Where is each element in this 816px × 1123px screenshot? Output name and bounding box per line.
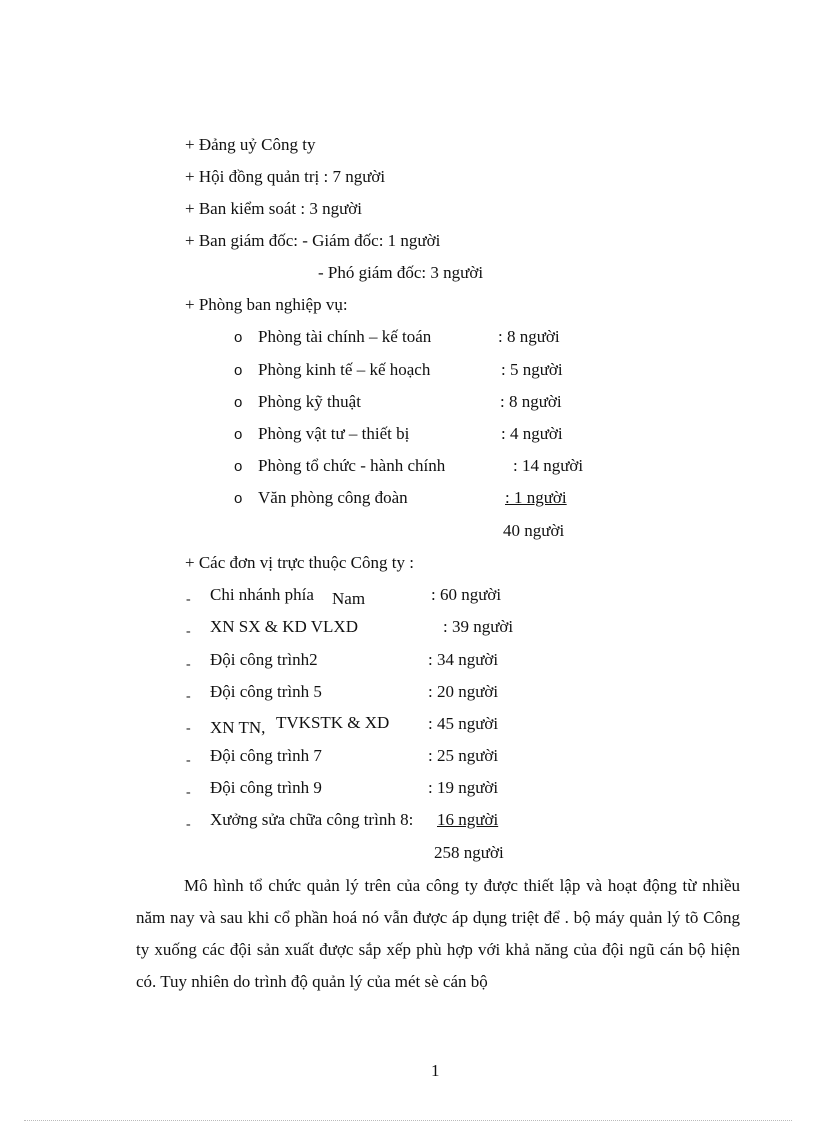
department-count: : 1 người xyxy=(505,488,567,507)
unit-name: XN TN, xyxy=(210,718,266,737)
heading-hoi-dong: + Hội đồng quản trị : 7 người xyxy=(185,167,386,186)
body-paragraph xyxy=(136,870,740,998)
department-name: Phòng kinh tế – kế hoạch xyxy=(258,360,431,379)
paragraph-text: Mô hình tổ chức quản lý trên của công ty được thiết lập và hoạt động từ nhiều năm nay và sau khi cổ phần hoá nó vẫn được áp dụng triệt để . bộ máy quản lý tõ Công ty xuống các đội sản xuất được sắp xếp phù hợp với khả năng của đội ngũ cán bộ hiện có. Tuy nhiên do trình độ quản lý của mét sè cán bộ xyxy=(136,876,740,991)
unit-name: Xưởng sửa chữa công trình 8: xyxy=(210,810,414,829)
department-name: Phòng vật tư – thiết bị xyxy=(258,424,410,443)
unit-name: Đội công trình 9 xyxy=(210,778,322,797)
unit-name: XN SX & KD VLXD xyxy=(210,617,358,636)
unit-name: Chi nhánh phía xyxy=(210,585,314,604)
unit-name: Đội công trình 5 xyxy=(210,682,322,701)
units-total: 258 người xyxy=(434,843,504,862)
unit-count: : 39 người xyxy=(443,617,514,636)
departments-total: 40 người xyxy=(503,521,565,540)
department-count: : 5 người xyxy=(501,360,563,379)
heading-dang-uy: + Đảng uỷ Công ty xyxy=(185,135,316,154)
department-count: : 14 người xyxy=(513,456,584,475)
dash-bullet-icon: - xyxy=(186,657,191,672)
heading-don-vi: + Các đơn vị trực thuộc Công ty : xyxy=(185,553,414,572)
unit-name: Đội công trình 7 xyxy=(210,746,322,765)
dash-bullet-icon: - xyxy=(186,592,191,607)
department-name: Văn phòng công đoàn xyxy=(258,488,408,507)
unit-name: Đội công trình2 xyxy=(210,650,318,669)
dash-bullet-icon: - xyxy=(186,689,191,704)
unit-count: 16 người xyxy=(437,810,499,829)
unit-count: : 20 người xyxy=(428,682,499,701)
heading-phong-ban: + Phòng ban nghiệp vụ: xyxy=(185,295,348,314)
unit-count: : 34 người xyxy=(428,650,499,669)
dash-bullet-icon: - xyxy=(186,785,191,800)
footer-divider xyxy=(24,1120,792,1121)
department-count: : 8 người xyxy=(500,392,562,411)
dash-bullet-icon: - xyxy=(186,721,191,736)
department-name: Phòng tài chính – kế toán xyxy=(258,327,432,346)
circle-bullet-icon: o xyxy=(234,362,243,379)
circle-bullet-icon: o xyxy=(234,458,243,475)
unit-name-sup: TVKSTK & XD xyxy=(276,713,390,732)
department-name: Phòng kỹ thuật xyxy=(258,392,361,411)
unit-count: : 45 người xyxy=(428,714,499,733)
page-number: 1 xyxy=(431,1061,440,1080)
unit-count: : 19 người xyxy=(428,778,499,797)
dash-bullet-icon: - xyxy=(186,753,191,768)
department-count: : 4 người xyxy=(501,424,563,443)
dash-bullet-icon: - xyxy=(186,624,191,639)
unit-name-sub: Nam xyxy=(332,589,366,608)
circle-bullet-icon: o xyxy=(234,490,243,507)
circle-bullet-icon: o xyxy=(234,426,243,443)
heading-ban-kiem-soat: + Ban kiểm soát : 3 người xyxy=(185,199,362,218)
department-name: Phòng tổ chức - hành chính xyxy=(258,456,446,475)
circle-bullet-icon: o xyxy=(234,329,243,346)
heading-ban-giam-doc: + Ban giám đốc: - Giám đốc: 1 người xyxy=(185,231,441,250)
department-count: : 8 người xyxy=(498,327,560,346)
circle-bullet-icon: o xyxy=(234,394,243,411)
dash-bullet-icon: - xyxy=(186,817,191,832)
unit-count: : 60 người xyxy=(431,585,502,604)
heading-pho-giam-doc: - Phó giám đốc: 3 người xyxy=(318,263,484,282)
unit-count: : 25 người xyxy=(428,746,499,765)
